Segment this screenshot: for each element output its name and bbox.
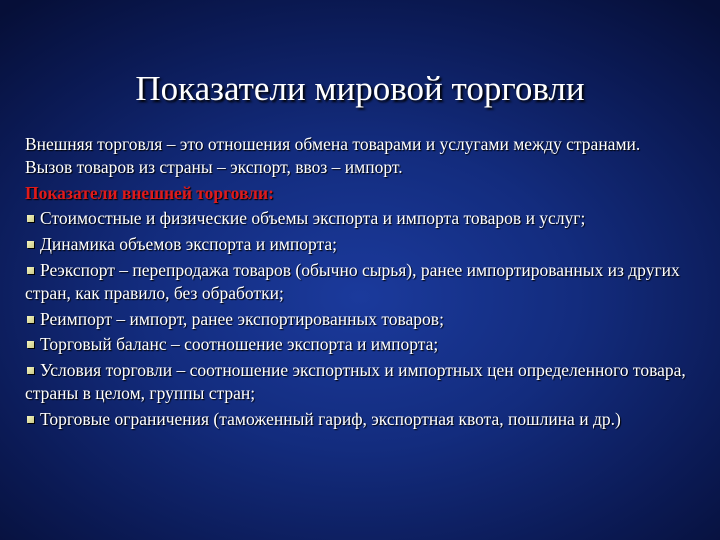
bullet-item: [25, 207, 690, 230]
bullet-item: [25, 333, 690, 356]
subheading: Показатели внешней торговли:: [25, 182, 274, 203]
bullet-item: [25, 359, 690, 405]
square-bullet-icon: [27, 215, 34, 222]
bullet-item: [25, 408, 690, 431]
square-bullet-icon: [27, 341, 34, 348]
bullet-text: Торговые ограничения (таможенный гариф, экспортная квота, пошлина и др.): [40, 408, 621, 429]
square-bullet-icon: [27, 367, 34, 374]
slide-title: Показатели мировой торговли: [135, 69, 585, 108]
bullet-text: Реимпорт – импорт, ранее экспортированных товаров;: [40, 308, 444, 329]
square-bullet-icon: [27, 416, 34, 423]
square-bullet-icon: [27, 316, 34, 323]
square-bullet-icon: [27, 241, 34, 248]
slide-content: [25, 133, 690, 434]
bullet-item: [25, 233, 690, 256]
bullet-item: [25, 308, 690, 331]
bullet-text: Стоимостные и физические объемы экспорта и импорта товаров и услуг;: [40, 208, 586, 229]
square-bullet-icon: [27, 267, 34, 274]
bullet-text: Условия торговли – соотношение экспортных и импортных цен определенного товара, страны в целом, группы стран;: [25, 360, 686, 403]
bullet-item: [25, 259, 690, 305]
bullet-text: Реэкспорт – перепродажа товаров (обычно сырья), ранее импортированных из других стран, как правило, без обработки;: [25, 259, 680, 303]
intro-text: Внешняя торговля – это отношения обмена товарами и услугами между странами. Вызов товаров из страны – экспорт, ввоз – импорт.: [25, 134, 641, 177]
bullet-text: Динамика объемов экспорта и импорта;: [40, 234, 338, 255]
bullet-text: Торговый баланс – соотношение экспорта и импорта;: [40, 334, 439, 355]
